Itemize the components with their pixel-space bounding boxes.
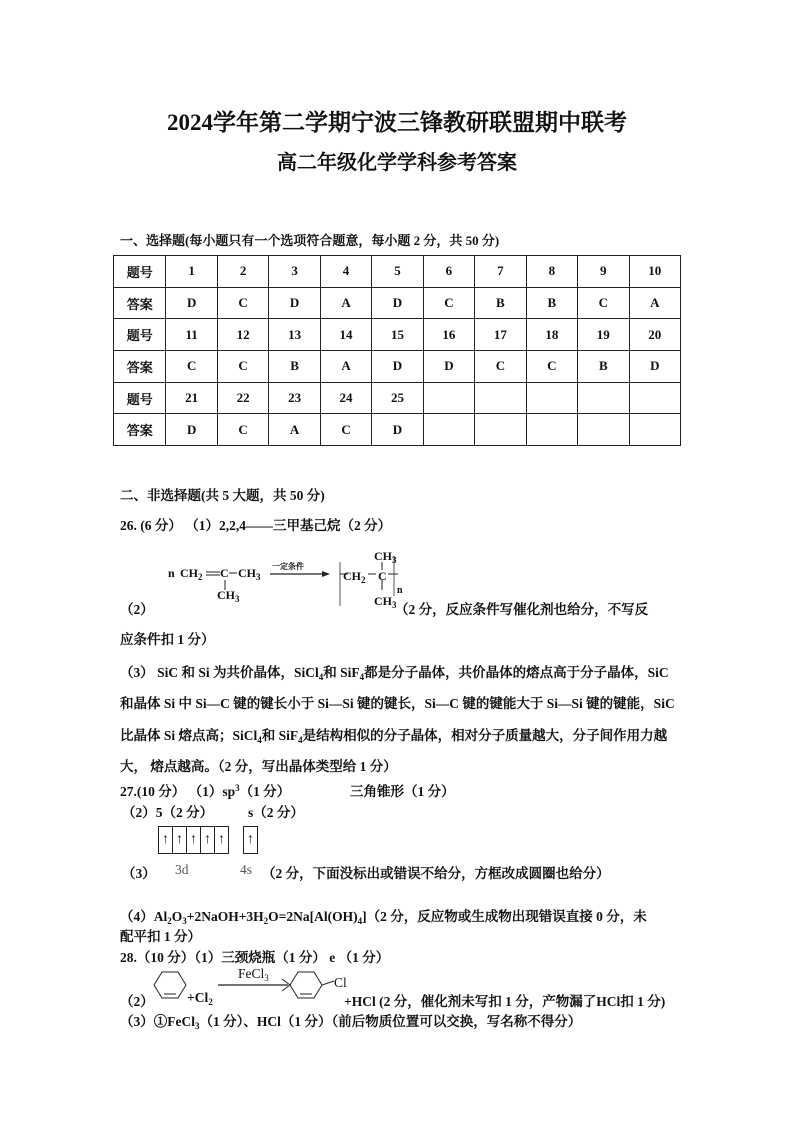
q27-part4 <box>120 905 647 925</box>
row-header: 题号 <box>114 382 166 414</box>
q26-part1: 26. (6 分） （1）2,2,4——三甲基己烷（2 分） <box>120 518 392 533</box>
table-cell: C <box>217 287 268 319</box>
document-title: 2024学年第二学期宁波三锋教研联盟期中联考 <box>167 110 627 135</box>
table-cell: C <box>166 351 217 383</box>
table-cell: C <box>423 287 474 319</box>
table-row <box>114 414 681 446</box>
table-cell <box>578 382 629 414</box>
table-cell: D <box>372 287 423 319</box>
q27-part1-shape: 三角锥形（1 分） <box>350 784 455 799</box>
reaction-condition: 一定条件 <box>272 562 304 571</box>
table-cell <box>629 414 680 446</box>
sup: 3 <box>235 783 240 793</box>
text: 都是分子晶体，共价晶体的熔点高于分子晶体，SiC 和晶体 Si 中 Si—C 键的键长小于 Si—Si 键的键长，Si—C 键的键能大于 Si—Si 键的键能，SiC 比晶体 Si 熔点高；SiCl <box>120 665 675 743</box>
sub: 4 <box>257 734 262 745</box>
up-arrow-icon: ↑ <box>201 827 215 853</box>
table-cell: 20 <box>629 319 680 351</box>
q27-part2a: （2）5（2 分） <box>122 805 214 820</box>
sub: 2 <box>208 997 213 1007</box>
text: O=2Na[Al(OH) <box>268 909 358 924</box>
q27-part3-label: （3） <box>122 866 156 881</box>
row-header: 答案 <box>114 351 166 383</box>
orbital-3d-boxes <box>158 826 229 854</box>
table-cell: 1 <box>166 256 217 288</box>
ch2: CH <box>180 566 198 580</box>
table-cell: D <box>372 414 423 446</box>
table-cell: 9 <box>578 256 629 288</box>
table-cell: 21 <box>166 382 217 414</box>
sub: 3 <box>392 600 397 610</box>
sub: 2 <box>263 916 269 926</box>
polymer-ch3-top <box>374 549 397 564</box>
row-header: 答案 <box>114 287 166 319</box>
text: +Cl <box>187 990 209 1005</box>
table-row <box>114 256 681 288</box>
text: ]（2 分，反应物或生成物出现错误直接 0 分，未 <box>362 909 647 924</box>
table-cell: D <box>269 287 320 319</box>
catalyst-label <box>238 966 269 982</box>
table-cell <box>423 414 474 446</box>
q28-part1: 28.（10 分）（1）三颈烧瓶（1 分） e （1 分） <box>120 950 390 965</box>
ch3-branch <box>217 588 240 603</box>
table-cell: 18 <box>526 319 577 351</box>
sub: 4 <box>359 672 365 682</box>
table-cell: 6 <box>423 256 474 288</box>
table-cell <box>578 414 629 446</box>
q27-part4-cont: 配平扣 1 分） <box>120 929 201 944</box>
table-cell <box>629 382 680 414</box>
table-cell: 3 <box>269 256 320 288</box>
section-1-heading: 一、选择题(每小题只有一个选项符合题意，每小题 2 分，共 50 分) <box>120 233 500 248</box>
ch2: CH <box>343 569 361 583</box>
ch3-text: CH <box>238 566 256 580</box>
table-cell: A <box>320 287 371 319</box>
q26-part3 <box>120 657 680 782</box>
table-cell: 2 <box>217 256 268 288</box>
table-cell: 16 <box>423 319 474 351</box>
text: 是结构相似的分子晶体，相对分子质量越大，分子间作用力越大， 熔点越高。（2 分，写出晶体类型给 1 分） <box>120 727 668 774</box>
q28-part3 <box>120 1010 581 1030</box>
sub: 3 <box>392 555 397 565</box>
q27-part2b: s（2 分） <box>248 805 304 820</box>
sub: 4 <box>318 672 324 682</box>
text: （1 分） <box>239 784 291 799</box>
table-cell: D <box>372 351 423 383</box>
text: FeCl <box>238 966 265 981</box>
table-cell: 22 <box>217 382 268 414</box>
table-cell: D <box>629 351 680 383</box>
sub: 3 <box>256 572 261 582</box>
table-cell: 7 <box>475 256 526 288</box>
coef-n: n <box>168 566 175 580</box>
table-cell: D <box>166 414 217 446</box>
up-arrow-icon: ↑ <box>159 827 173 853</box>
text: 和 SiF <box>261 727 299 743</box>
table-cell: 24 <box>320 382 371 414</box>
orbital-4s-label: 4s <box>240 862 253 877</box>
table-cell: A <box>320 351 371 383</box>
ch3-text: CH <box>217 588 235 602</box>
document-subtitle: 高二年级化学学科参考答案 <box>277 152 517 174</box>
table-cell: 13 <box>269 319 320 351</box>
table-cell: B <box>475 287 526 319</box>
carbon: C <box>220 566 229 580</box>
table-cell: D <box>166 287 217 319</box>
text: +2NaOH+3H <box>186 909 264 924</box>
sub: 2 <box>198 572 203 582</box>
section-2-heading: 二、非选择题(共 5 大题，共 50 分) <box>120 488 325 503</box>
ch3-text: CH <box>374 549 392 563</box>
table-row <box>114 351 681 383</box>
text: 27.(10 分） （1）sp <box>120 784 236 799</box>
text: （3）①FeCl <box>120 1014 195 1029</box>
q26-part2-note: （2 分，反应条件写催化剂也给分，不写反 <box>395 602 649 617</box>
text: O <box>171 909 183 924</box>
table-cell: C <box>320 414 371 446</box>
sub: 2 <box>361 575 366 585</box>
table-row <box>114 287 681 319</box>
sub: 4 <box>357 916 363 926</box>
row-header: 答案 <box>114 414 166 446</box>
table-cell: 8 <box>526 256 577 288</box>
q27-part3-note: （2 分，下面没标出或错误不给分，方框改成圆圈也给分） <box>262 866 610 881</box>
row-header: 题号 <box>114 256 166 288</box>
sub: 3 <box>235 594 240 604</box>
table-cell <box>475 382 526 414</box>
q28-part2-note: +HCl (2 分，催化剂未写扣 1 分，产物漏了HCl扣 1 分) <box>344 994 666 1009</box>
text: 和 SiF <box>323 665 360 680</box>
table-cell <box>526 382 577 414</box>
table-cell: B <box>526 287 577 319</box>
orbital-4s-box <box>243 826 258 854</box>
table-cell: A <box>269 414 320 446</box>
q27-part1 <box>120 780 290 800</box>
table-cell: A <box>629 287 680 319</box>
orbital-3d-label: 3d <box>175 862 189 877</box>
ch3 <box>238 566 261 581</box>
text: （3） SiC 和 Si 为共价晶体，SiCl <box>120 665 319 680</box>
table-cell: 14 <box>320 319 371 351</box>
table-cell: D <box>423 351 474 383</box>
sub: 3 <box>182 916 187 926</box>
polymer-carbon: C <box>378 569 387 583</box>
q28-part2-label: （2） <box>120 994 154 1009</box>
answer-table <box>113 255 681 446</box>
row-header: 题号 <box>114 319 166 351</box>
table-cell: C <box>217 351 268 383</box>
table-cell: 23 <box>269 382 320 414</box>
table-cell <box>423 382 474 414</box>
table-cell: 25 <box>372 382 423 414</box>
q26-part2-note-cont: 应条件扣 1 分） <box>120 632 215 647</box>
q26-part2-label: （2） <box>120 602 154 617</box>
up-arrow-icon: ↑ <box>247 832 254 847</box>
up-arrow-icon: ↑ <box>187 827 201 853</box>
text: （4）Al <box>120 909 168 924</box>
table-cell: 17 <box>475 319 526 351</box>
table-cell: 19 <box>578 319 629 351</box>
sub: 4 <box>298 734 303 745</box>
reactant-ch2 <box>180 566 203 581</box>
table-cell: B <box>578 351 629 383</box>
chloro-substituent: Cl <box>334 975 347 990</box>
up-arrow-icon: ↑ <box>173 827 187 853</box>
polymer-n: n <box>397 585 403 596</box>
up-arrow-icon: ↑ <box>218 832 225 847</box>
sub: 3 <box>195 1021 200 1031</box>
table-cell: 15 <box>372 319 423 351</box>
table-cell: C <box>526 351 577 383</box>
sub: 2 <box>167 916 172 926</box>
text: （1 分）、HCl（1 分）（前后物质位置可以交换，写名称不得分） <box>199 1014 582 1029</box>
table-row <box>114 382 681 414</box>
ch3-text: CH <box>374 594 392 608</box>
polymer-ch3-bottom <box>374 594 397 609</box>
table-cell <box>475 414 526 446</box>
table-cell <box>526 414 577 446</box>
table-cell: B <box>269 351 320 383</box>
table-row <box>114 319 681 351</box>
table-cell: 11 <box>166 319 217 351</box>
table-cell: C <box>578 287 629 319</box>
table-cell: 5 <box>372 256 423 288</box>
chlorine-reactant <box>187 990 213 1006</box>
table-cell: 12 <box>217 319 268 351</box>
table-cell: 10 <box>629 256 680 288</box>
sub: 3 <box>264 973 269 983</box>
table-cell: C <box>475 351 526 383</box>
table-cell: 4 <box>320 256 371 288</box>
table-cell: C <box>217 414 268 446</box>
